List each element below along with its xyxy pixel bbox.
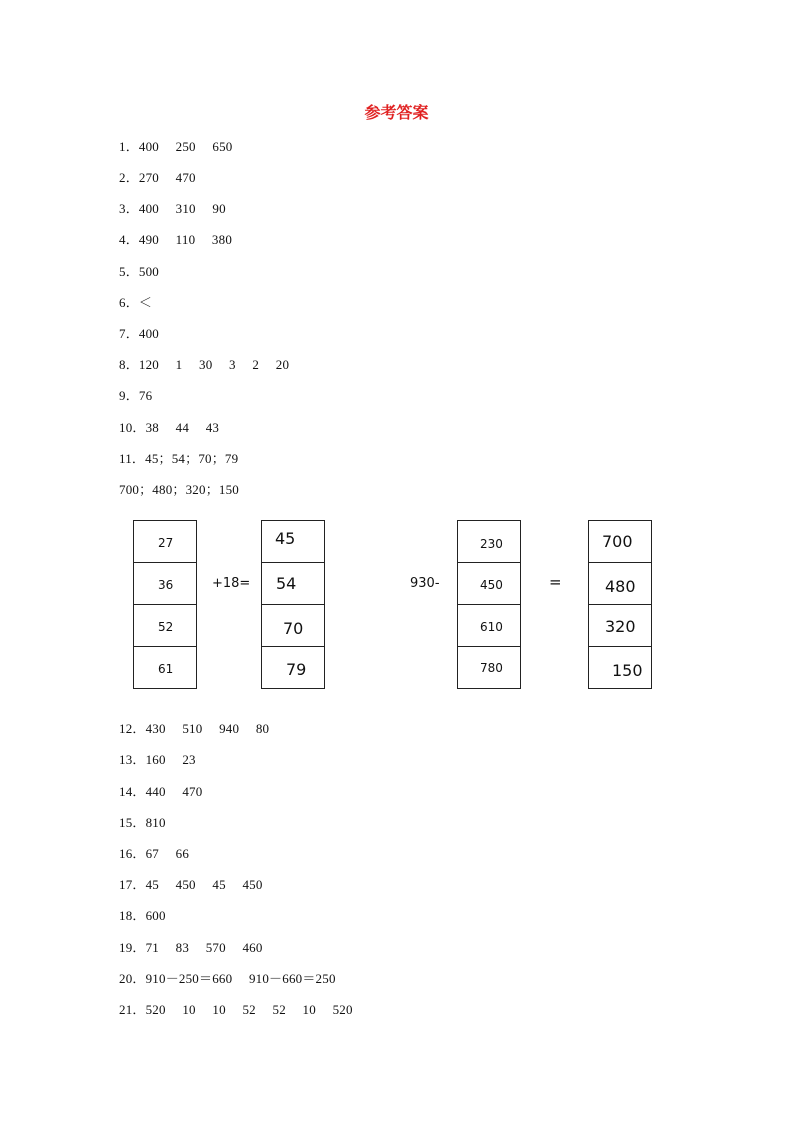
equals-operator: = bbox=[549, 573, 562, 591]
sum-column bbox=[261, 520, 325, 689]
plus-operator: +18= bbox=[212, 576, 251, 591]
answer-line: 13．160 23 bbox=[119, 752, 196, 767]
answer-line: 16．67 66 bbox=[119, 846, 190, 861]
sum-cell: 70 bbox=[283, 619, 304, 638]
sum-cell: 54 bbox=[276, 574, 297, 593]
subtrahend-cell: 780 bbox=[480, 661, 503, 675]
answer-line: 1．400 250 650 bbox=[119, 139, 233, 154]
difference-cell: 320 bbox=[605, 617, 636, 636]
answer-line: 3．400 310 90 bbox=[119, 201, 226, 216]
answer-line: 8．120 1 30 3 2 20 bbox=[119, 357, 290, 372]
answer-line: 9．76 bbox=[119, 388, 153, 403]
answer-line: 19．71 83 570 460 bbox=[119, 940, 263, 955]
addend-cell: 61 bbox=[158, 662, 174, 676]
sum-cell: 79 bbox=[286, 660, 307, 679]
page-title: 参考答案 bbox=[364, 103, 429, 122]
answer-line: 17．45 450 45 450 bbox=[119, 877, 263, 892]
subtrahend-cell: 230 bbox=[480, 537, 503, 551]
answer-line: 2．270 470 bbox=[119, 170, 196, 185]
answer-line: 4．490 110 380 bbox=[119, 232, 233, 247]
subtrahend-cell: 610 bbox=[480, 620, 503, 634]
answer-line: 11．45；54；70；79 bbox=[119, 451, 239, 466]
difference-cell: 480 bbox=[605, 577, 636, 596]
difference-cell: 700 bbox=[602, 532, 633, 551]
answer-line: 15．810 bbox=[119, 815, 166, 830]
difference-column bbox=[588, 520, 652, 689]
addend-column bbox=[133, 520, 197, 689]
addend-cell: 27 bbox=[158, 536, 174, 550]
subtrahend-column bbox=[457, 520, 521, 689]
answer-line: 21．520 10 10 52 52 10 520 bbox=[119, 1002, 353, 1017]
answer-line: 700；480；320；150 bbox=[119, 482, 239, 497]
sum-cell: 45 bbox=[275, 529, 296, 548]
answer-line: 6．＜ bbox=[119, 295, 153, 310]
answer-line: 14．440 470 bbox=[119, 784, 203, 799]
difference-cell: 150 bbox=[612, 661, 643, 680]
answer-line: 10．38 44 43 bbox=[119, 420, 220, 435]
addend-cell: 52 bbox=[158, 620, 174, 634]
subtrahend-cell: 450 bbox=[480, 578, 503, 592]
answer-line: 5．500 bbox=[119, 264, 159, 279]
answer-line: 18．600 bbox=[119, 908, 166, 923]
answer-line: 12．430 510 940 80 bbox=[119, 721, 270, 736]
minus-operator: 930- bbox=[410, 576, 440, 591]
answer-line: 20．910－250＝660 910－660＝250 bbox=[119, 971, 336, 986]
answer-line: 7．400 bbox=[119, 326, 159, 341]
addend-cell: 36 bbox=[158, 578, 174, 592]
